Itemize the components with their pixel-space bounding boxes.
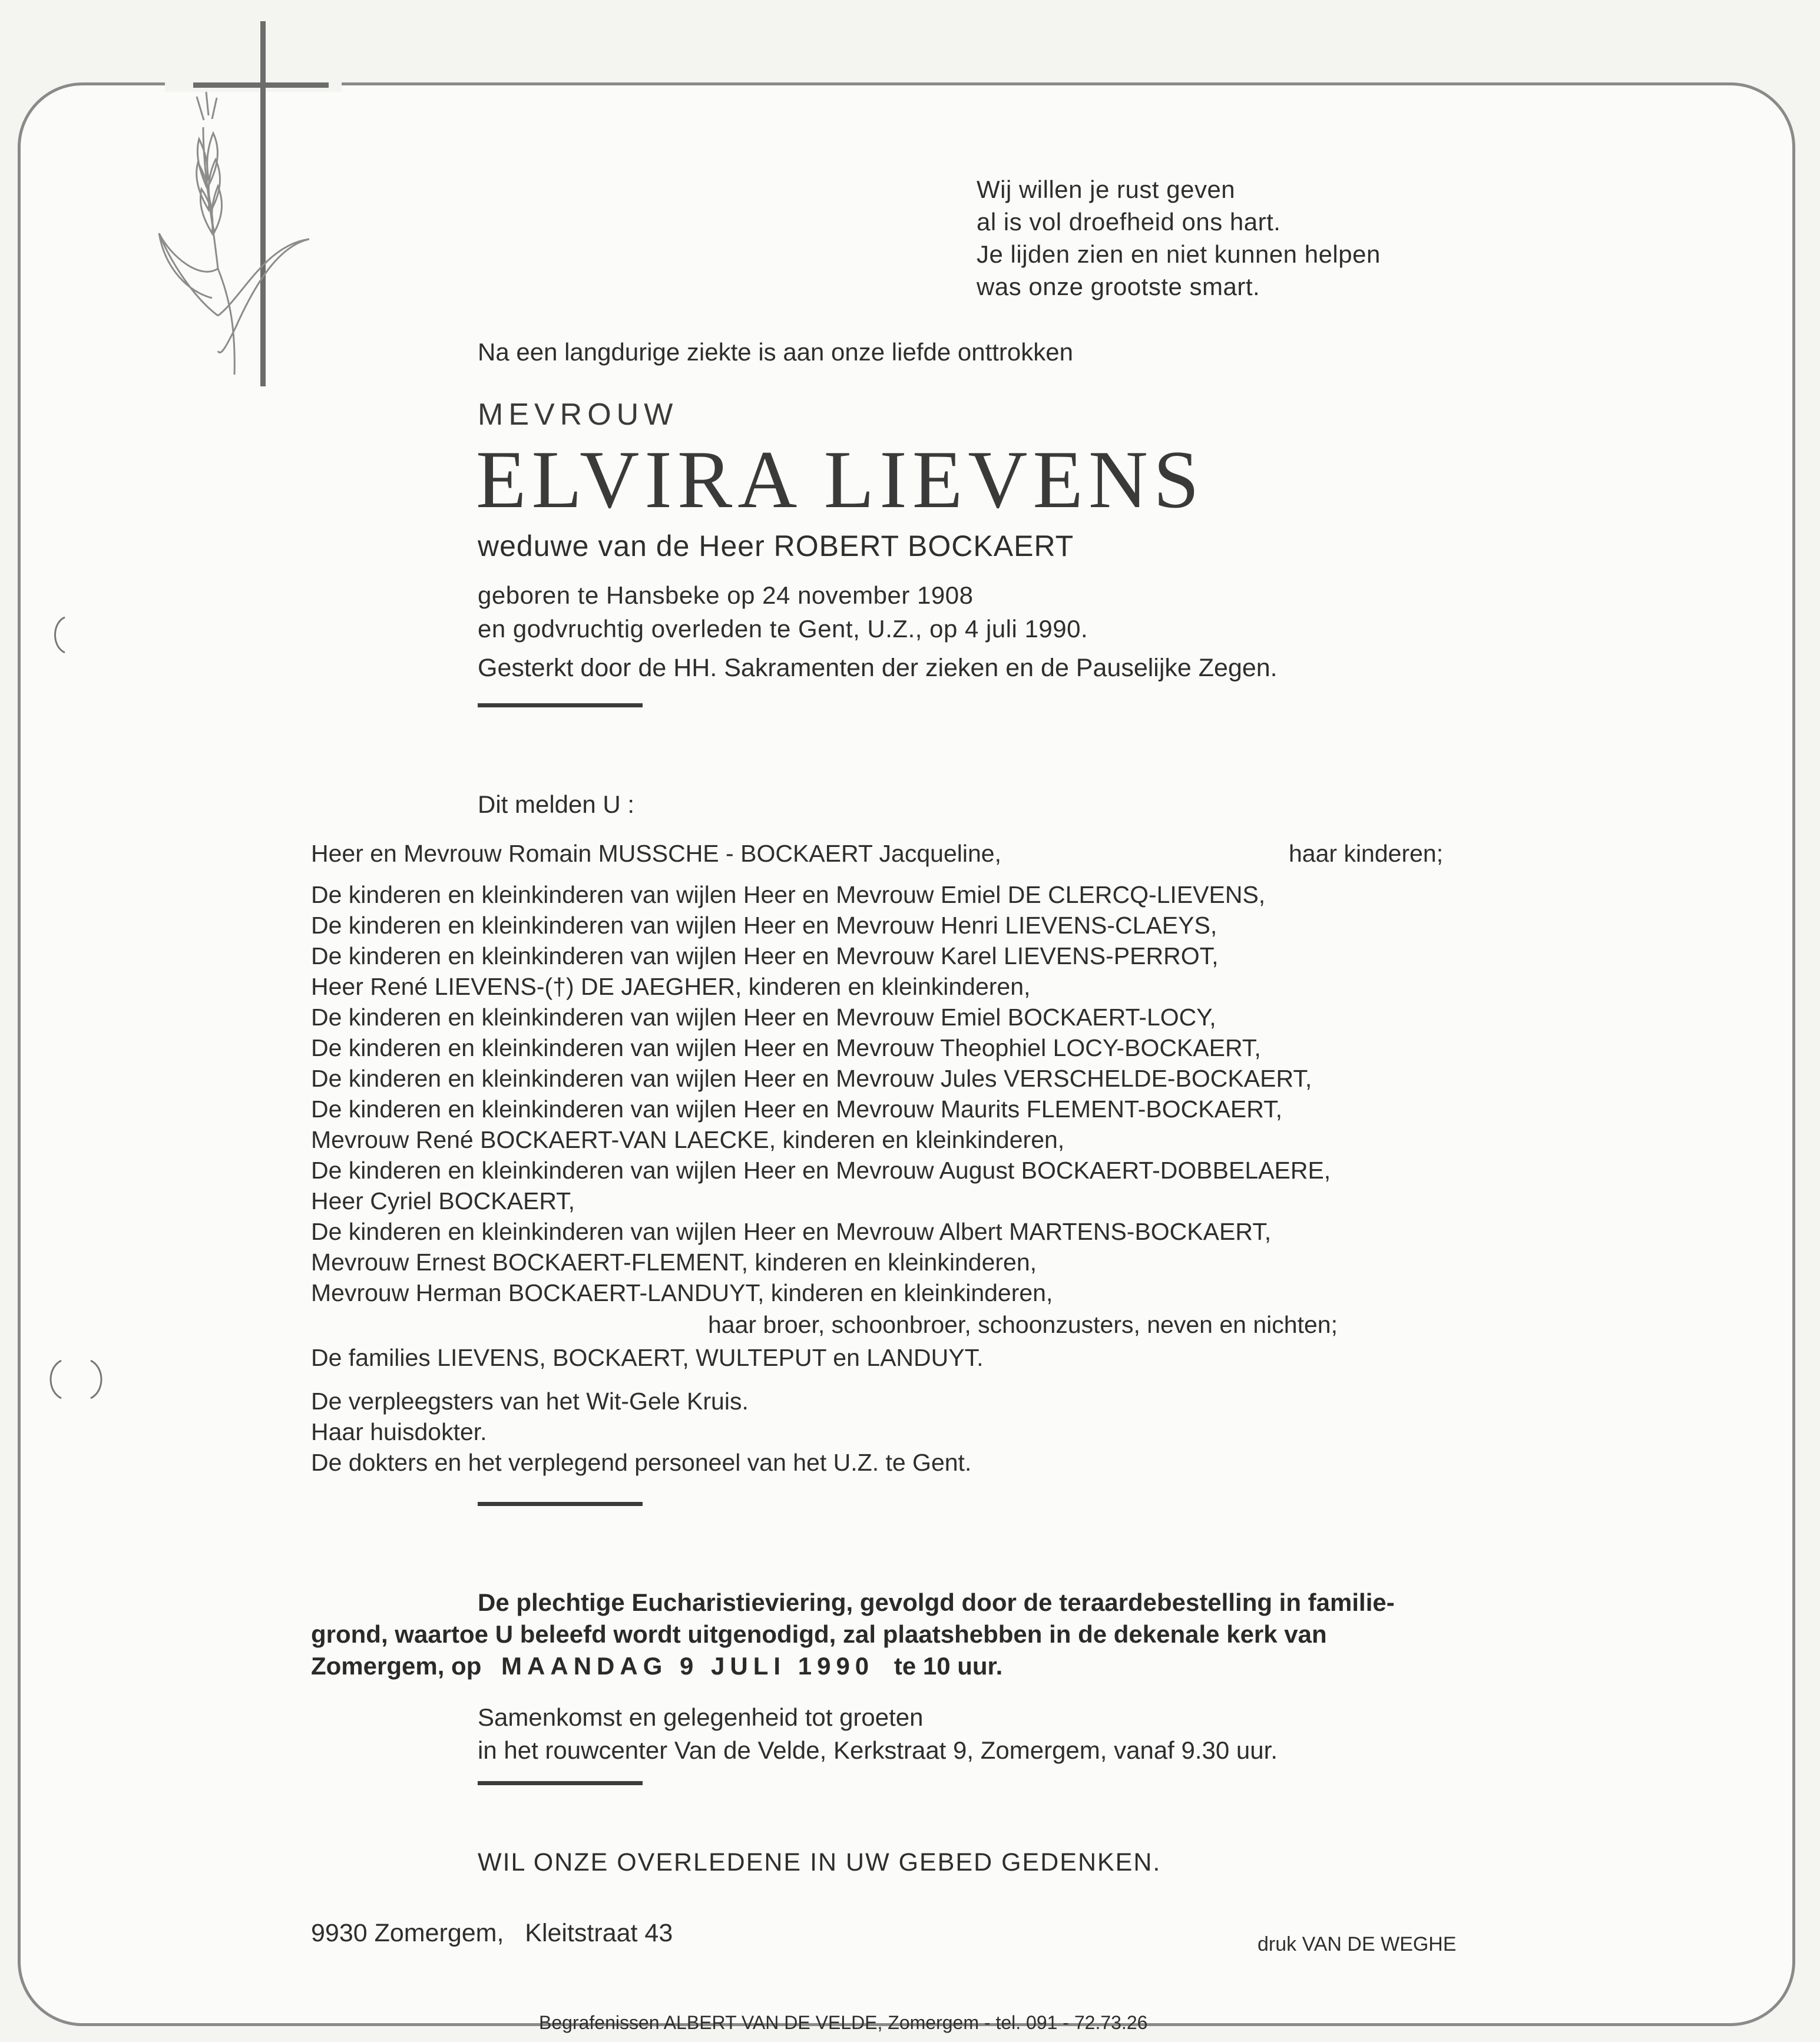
ceremony-text: [311, 1587, 1477, 1682]
printer-credit: druk VAN DE WEGHE: [1258, 1933, 1457, 1955]
cross-wheat-emblem: [147, 21, 342, 386]
poem-line: Wij willen je rust geven: [977, 176, 1236, 203]
family-line: De kinderen en kleinkinderen van wijlen Heer en Mevrouw Emiel DE CLERCQ-LIEVENS,: [311, 881, 1266, 908]
care-line: De verpleegsters van het Wit-Gele Kruis.: [311, 1388, 749, 1415]
gathering-text: [478, 1701, 1278, 1767]
poem-line: was onze grootste smart.: [977, 273, 1260, 300]
divider-rule: [478, 1502, 643, 1506]
intro-text: Na een langdurige ziekte is aan onze liefde onttrokken: [478, 338, 1073, 366]
family-list: [311, 840, 1489, 1488]
punch-hole-mark: [41, 611, 82, 658]
ceremony-place: Zomergem, op: [311, 1652, 482, 1680]
birth-line: geboren te Hansbeke op 24 november 1908: [478, 581, 974, 609]
families-line: De families LIEVENS, BOCKAERT, WULTEPUT en LANDUYT.: [311, 1344, 984, 1371]
family-line: Heer René LIEVENS-(†) DE JAEGHER, kinderen en kleinkinderen,: [311, 973, 1031, 1000]
family-line: De kinderen en kleinkinderen van wijlen Heer en Mevrouw Theophiel LOCY-BOCKAERT,: [311, 1034, 1261, 1061]
family-line: De kinderen en kleinkinderen van wijlen Heer en Mevrouw Karel LIEVENS-PERROT,: [311, 942, 1219, 969]
wheat-ear-icon: [159, 92, 309, 375]
family-line: Mevrouw Ernest BOCKAERT-FLEMENT, kinderen en kleinkinderen,: [311, 1249, 1037, 1276]
cross-vertical-bar: [260, 21, 266, 386]
care-line: De dokters en het verplegend personeel van het U.Z. te Gent.: [311, 1449, 972, 1476]
relatives-line: haar broer, schoonbroer, schoonzusters, neven en nichten;: [708, 1311, 1338, 1338]
gathering-line: Samenkomst en gelegenheid tot groeten: [478, 1703, 924, 1731]
family-line: De kinderen en kleinkinderen van wijlen Heer en Mevrouw Jules VERSCHELDE-BOCKAERT,: [311, 1065, 1312, 1092]
children-line: Heer en Mevrouw Romain MUSSCHE - BOCKAERT Jacqueline,: [311, 840, 1001, 867]
address: 9930 Zomergem, Kleitstraat 43: [311, 1919, 673, 1947]
family-line: Heer Cyriel BOCKAERT,: [311, 1187, 575, 1214]
prayer-line: WIL ONZE OVERLEDENE IN UW GEBED GEDENKEN.: [478, 1848, 1162, 1876]
children-relation: haar kinderen;: [1289, 840, 1444, 867]
divider-rule: [478, 1781, 643, 1785]
bio-lines: [478, 578, 1088, 646]
punch-hole-mark: [38, 1355, 114, 1408]
deceased-name: ELVIRA LIEVENS: [476, 434, 1204, 525]
death-line: en godvruchtig overleden te Gent, U.Z., op 4 juli 1990.: [478, 615, 1088, 643]
family-line: De kinderen en kleinkinderen van wijlen Heer en Mevrouw Maurits FLEMENT-BOCKAERT,: [311, 1096, 1283, 1123]
honorific: MEVROUW: [478, 398, 679, 432]
care-line: Haar huisdokter.: [311, 1418, 487, 1445]
divider-rule: [478, 703, 643, 707]
family-line: De kinderen en kleinkinderen van wijlen Heer en Mevrouw Henri LIEVENS-CLAEYS,: [311, 912, 1217, 939]
family-line: De kinderen en kleinkinderen van wijlen Heer en Mevrouw Albert MARTENS-BOCKAERT,: [311, 1218, 1272, 1245]
undertaker-credit: Begrafenissen ALBERT VAN DE VELDE, Zomergem - tel. 091 - 72.73.26: [539, 2012, 1148, 2033]
ceremony-time: te 10 uur.: [894, 1652, 1003, 1680]
poem-line: Je lijden zien en niet kunnen helpen: [977, 240, 1381, 268]
family-line: De kinderen en kleinkinderen van wijlen Heer en Mevrouw Emiel BOCKAERT-LOCY,: [311, 1004, 1216, 1031]
poem: [977, 173, 1381, 303]
ceremony-line: grond, waartoe U beleefd wordt uitgenodigd, zal plaatshebben in de dekenale kerk van: [311, 1620, 1327, 1648]
family-line: De kinderen en kleinkinderen van wijlen Heer en Mevrouw August BOCKAERT-DOBBELAERE,: [311, 1157, 1331, 1184]
sacraments-line: Gesterkt door de HH. Sakramenten der zieken en de Pauselijke Zegen.: [478, 654, 1278, 682]
family-line: Mevrouw René BOCKAERT-VAN LAECKE, kinderen en kleinkinderen,: [311, 1126, 1065, 1153]
ceremony-date: MAANDAG 9 JULI 1990: [501, 1652, 875, 1680]
gathering-line: in het rouwcenter Van de Velde, Kerkstraat 9, Zomergem, vanaf 9.30 uur.: [478, 1736, 1278, 1764]
ceremony-line: De plechtige Eucharistieviering, gevolgd door de teraardebestelling in familie-: [478, 1588, 1395, 1616]
announce-line: Dit melden U :: [478, 790, 635, 818]
cross-horizontal-bar: [193, 82, 329, 88]
poem-line: al is vol droefheid ons hart.: [977, 208, 1281, 236]
ceremony-line: [311, 1650, 1477, 1682]
family-line: Mevrouw Herman BOCKAERT-LANDUYT, kinderen en kleinkinderen,: [311, 1279, 1053, 1306]
widow-line: weduwe van de Heer ROBERT BOCKAERT: [478, 529, 1074, 562]
